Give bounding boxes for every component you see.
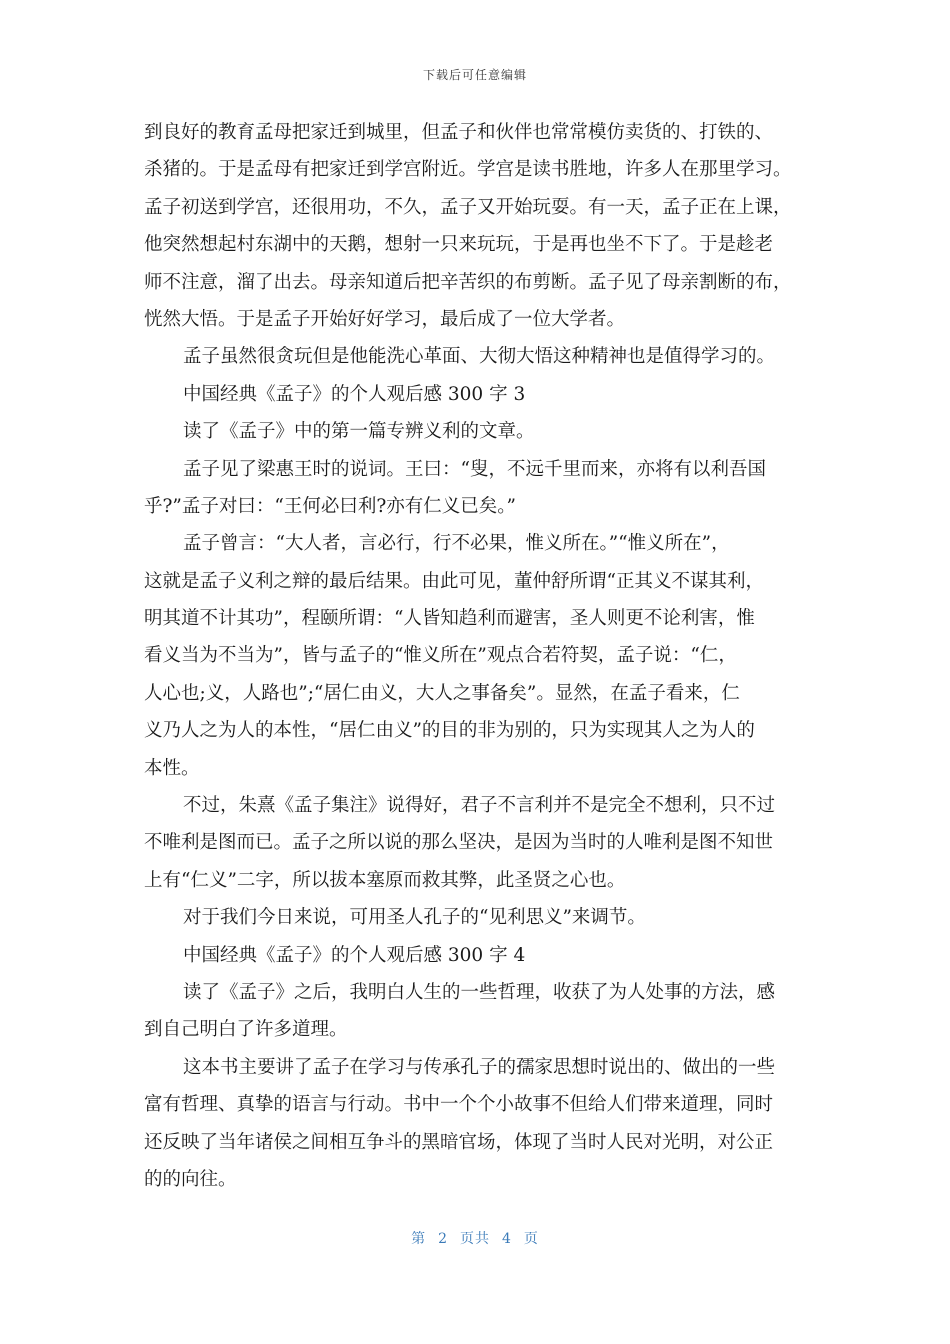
text-line: 本性。 <box>144 757 200 779</box>
text-line: 孟子虽然很贪玩但是他能洗心革面、大彻大悟这种精神也是值得学习的。 <box>183 346 776 368</box>
footer-suffix: 页 <box>523 1231 539 1247</box>
text-line: 不唯利是图而已。孟子之所以说的那么坚决，是因为当时的人唯利是图不知世 <box>144 832 774 854</box>
text-line: 到自己明白了许多道理。 <box>144 1019 348 1041</box>
text-line: 明其道不计其功”，程颐所谓：“人皆知趋利而避害，圣人则更不论利害，惟 <box>144 608 755 630</box>
header-note: 下载后可任意编辑 <box>422 68 527 82</box>
text-line: 对于我们今日来说，可用圣人孔子的“见利思义”来调节。 <box>183 907 646 929</box>
text-line: 不过，朱熹《孟子集注》说得好，君子不言利并不是完全不想利，只不过 <box>183 795 776 817</box>
text-line: 师不注意，溜了出去。母亲知道后把辛苦织的布剪断。孟子见了母亲割断的布， <box>144 271 792 293</box>
text-line: 中国经典《孟子》的个人观后感 300 字 3 <box>183 383 526 405</box>
footer-total-pages: 4 <box>502 1231 512 1247</box>
text-line: 读了《孟子》中的第一篇专辨义利的文章。 <box>183 421 535 443</box>
text-line: 这就是孟子义利之辩的最后结果。由此可见，董仲舒所谓“正其义不谋其利， <box>144 570 764 592</box>
text-line: 恍然大悟。于是孟子开始好好学习，最后成了一位大学者。 <box>144 308 626 330</box>
text-line: 看义当为不当为”，皆与孟子的“惟义所在”观点合若符契，孟子说：“仁， <box>144 645 737 667</box>
text-line: 他突然想起村东湖中的天鹅，想射一只来玩玩，于是再也坐不下了。于是趁老 <box>144 234 774 256</box>
text-line: 中国经典《孟子》的个人观后感 300 字 4 <box>183 944 526 966</box>
text-line: 杀猪的。于是孟母有把家迁到学宫附近。学宫是读书胜地，许多人在那里学习。 <box>144 159 792 181</box>
footer-prefix: 第 <box>411 1231 427 1247</box>
text-line: 义乃人之为人的本性，“居仁由义”的目的非为别的，只为实现其人之为人的 <box>144 720 755 742</box>
text-line: 孟子初送到学宫，还很用功，不久，孟子又开始玩耍。有一天，孟子正在上课， <box>144 196 792 218</box>
footer-mid: 页共 <box>460 1231 490 1247</box>
text-line: 还反映了当年诸侯之间相互争斗的黑暗官场，体现了当时人民对光明，对公正 <box>144 1131 774 1153</box>
text-line: 孟子见了梁惠王时的说词。王曰：“叟，不远千里而来，亦将有以利吾国 <box>183 458 766 480</box>
text-line: 孟子曾言：“大人者，言必行，行不必果，惟义所在。”“惟义所在”， <box>183 533 730 555</box>
text-line: 到良好的教育孟母把家迁到城里，但孟子和伙伴也常常模仿卖货的、打铁的、 <box>144 122 774 143</box>
text-line: 乎?”孟子对曰：“王何必曰利?亦有仁义已矣。” <box>144 495 516 517</box>
text-line: 的的向往。 <box>144 1168 237 1190</box>
text-line: 人心也;义，人路也”;“居仁由义，大人之事备矣”。显然，在孟子看来，仁 <box>144 682 740 704</box>
text-line: 这本书主要讲了孟子在学习与传承孔子的孺家思想时说出的、做出的一些 <box>183 1056 776 1078</box>
footer-current-page: 2 <box>438 1231 448 1247</box>
document-body <box>144 114 800 1198</box>
text-line: 富有哲理、真挚的语言与行动。书中一个个小故事不但给人们带来道理，同时 <box>144 1094 774 1116</box>
text-line: 上有“仁义”二字，所以拔本塞原而救其弊，此圣贤之心也。 <box>144 869 626 891</box>
page-footer <box>0 1228 950 1248</box>
text-line: 读了《孟子》之后，我明白人生的一些哲理，收获了为人处事的方法，感 <box>183 981 776 1003</box>
